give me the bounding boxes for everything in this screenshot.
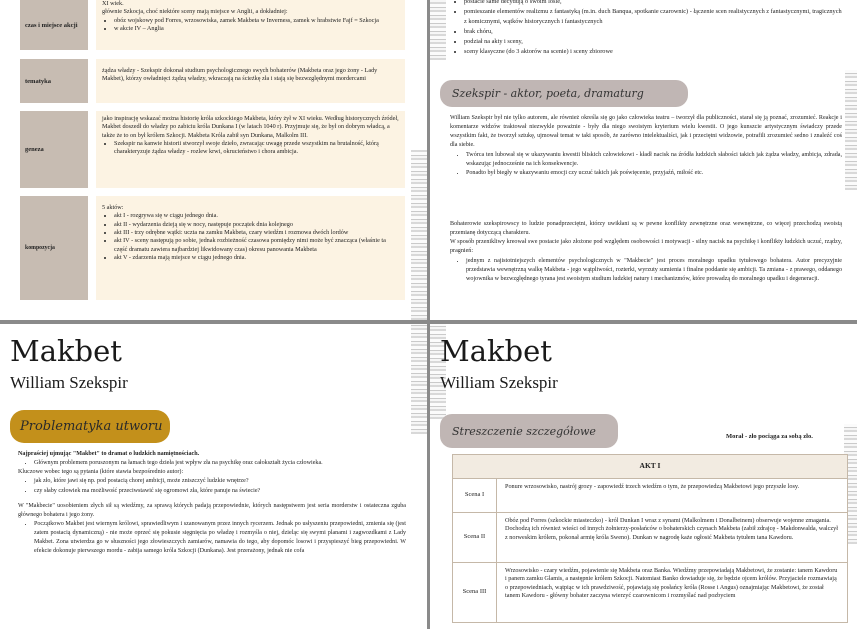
row-intro: żądza władzy - Szekspir dokonał studium psychologicznego swych bohaterów (Makbeta oraz jego żony - Lady Makbet), którzy owładnięci żądzą władzy, wkraczają na ścieżkę zła i stają się bezwzględnymi mordercami	[102, 67, 378, 83]
author: William Szekspir	[10, 373, 128, 392]
page-3	[0, 324, 427, 629]
list-item: • brak chóru,	[464, 27, 845, 37]
section-title: Szekspir - aktor, poeta, dramaturg	[440, 80, 688, 107]
table-row	[453, 563, 848, 623]
list-item: • Ponadto był biegły w ukazywaniu emocji czy uczuć takich jak poświęcenie, przyjaźń, miłość etc.	[466, 169, 842, 178]
newsprint-decoration	[430, 0, 446, 60]
table-row	[453, 479, 848, 513]
row-header: kompozycja	[20, 196, 88, 300]
table-row	[20, 196, 405, 300]
scene-label: Scena I	[453, 479, 497, 513]
paragraph-text: W sposób przenikliwy kreował swe postacie jako złożone pod względem osobowości i motywacji - silny nacisk na psychikę i konflikty ludzkich uczuć, rządzy, pragnień:	[450, 239, 842, 255]
list-item: • akt II - wydarzenia dzieją się w nocy, następuje początek dnia kolejnego	[114, 221, 399, 229]
list-item: • akt V - zdarzenia mają miejsce w ciągu jednego dnia.	[114, 254, 399, 262]
paragraph-text: William Szekspir był nie tylko autorem, ale również określa się go jako człowieka teatru – tworzył dla publiczności, starał się ją poznać, zrozumieć. Reakcje i komentarze widzów traktował niezwykle poważnie - były dla niego swoistym kryterium wielu kwestii. O jego kunszcie artystycznym świadczy przede wszystkim fakt, że tworzył sztukę, ujmował temat w taki sposób, że zarówno intelektualiści, jak i przeciętni widzowie, potrafili zrozumieć sedno i znaleźć coś dla siebie.	[450, 115, 842, 149]
list-item: • jak zło, które jawi się np. pod postacią chorej ambicji, może zniszczyć ludzkie wnętrze?	[34, 477, 406, 486]
table-row	[453, 513, 848, 563]
row-header: czas i miejsce akcji	[20, 0, 88, 50]
features-list	[450, 0, 845, 57]
act-header: AKT I	[453, 455, 848, 479]
row-header: geneza	[20, 111, 88, 188]
list-item: • Głównym problemem poruszonym na łamach tego dzieła jest wpływ zła na psychikę oraz całokształt życia człowieka.	[34, 459, 406, 468]
section-title: Streszczenie szczegółowe	[440, 414, 618, 448]
moral-text: Morał - zło pociąga za sobą zło.	[726, 433, 813, 440]
paragraph	[450, 114, 842, 178]
paragraph-text: Kluczowe wobec tego są pytania (które stawia bezpośrednio autor):	[18, 469, 184, 476]
list-item: • w akcie IV – Anglia	[114, 25, 399, 33]
list-item: • obóz wojskowy pod Forres, wrzosowiska, zamek Makbeta w Inverness, zamek w hrabstwie Fajf = Szkocja	[114, 17, 399, 25]
author: William Szekspir	[440, 373, 558, 392]
newsprint-decoration	[411, 150, 427, 320]
page-2	[430, 0, 857, 320]
scene-text: Obóz pod Forres (szkockie miasteczko) - król Dunkan I wraz z synami (Malkolmem i Donalbeinem) obserwuje wojenne zmagania. Dochodzą ich również wieści od innych żołnierzy-posłańców o bohaterskich czynach Makbeta (zabił zdrajcę - Makdonwalda, walczył z norweskim królem, pokonał armię króla Sweno). Dunkan w nagrodę każe ogłosić Makbeta tytułem tana Kawdoru.	[497, 513, 848, 563]
table-row	[20, 0, 405, 50]
list-item: • sceny klasyczne (do 3 aktorów na scenie) i sceny zbiorowe	[464, 47, 845, 57]
newsprint-decoration	[411, 324, 427, 434]
page-title: Makbet	[10, 334, 122, 368]
scene-label: Scena III	[453, 563, 497, 623]
row-content	[96, 0, 405, 50]
paragraph-text: Bohaterowie szekspirowscy to ludzie ponadprzeciętni, którzy uwikłani są w pewne konflikty zewnętrzne oraz wewnętrzne, co więcej przechodzą swoistą przemianę dotyczącą charakteru.	[450, 221, 842, 237]
row-intro: 5 aktów:	[102, 204, 124, 211]
list-item: • akt I - rozgrywa się w ciągu jednego dnia.	[114, 212, 399, 220]
list-item: • Początkowo Makbet jest wiernym królowi, sprawiedliwym i szanowanym przez innych rycerzem. Jednak po usłyszeniu przepowiedni, zmienia się (jest zatem postacią dynamiczną) - nie może oprzeć się pokusie sięgnięcia po władzę i rozmyśla o niej, dzieląc się swymi planami i zagwozdkami z Lady Makbet. Zona utwierdza go w słuszności jego złowieszczych zamiarów, namawia do tego, aby dopomóc losowi i przyspieszyć bieg przepowiedni. W efekcie dokonuje pierwszego mordu - zabija samego króla Szkocji (Dunkana). Jest przerażony, jednak nie cofa	[34, 520, 406, 557]
row-header: tematyka	[20, 59, 88, 103]
paragraph-text: Najpraściej ujmując "Makbet" to dramat o ludzkich namiętnościach.	[18, 451, 200, 457]
list-item: • Szekspir na kanwie historii stworzył swoje dzieło, zwracając uwagę przede wszystkim na brutalność, którą charakteryzuje żądza władzy - rozlew krwi, okrucieństwo i chora ambicja.	[114, 140, 399, 157]
table-row	[20, 111, 405, 188]
list-item: • postacie same decydują o swoim losie,	[464, 0, 845, 7]
list-item: • jednym z najistotniejszych elementów psychologicznych w "Makbecie" jest proces moralnego upadku tytułowego bohatera. Autor precyzyjnie przedstawia wewnętrzną walkę Makbeta - jego wątpliwości, rozterki, wyrzuty sumienia i finalne poddanie się ambicji. Ta zmiana - z prawego, oddanego wojownika w bezwzględnego tyrana jest swoistym studium ludzkiej natury i mechanizmów, które prowadzą do moralnego upadku i degeneracji.	[466, 257, 842, 284]
page-title: Makbet	[440, 334, 552, 368]
page-4	[430, 324, 857, 629]
page-1	[0, 0, 427, 320]
row-content	[96, 196, 405, 300]
row-intro-top: XI wiek.	[102, 0, 124, 7]
summary-table	[452, 454, 848, 623]
row-content	[96, 111, 405, 188]
scene-label: Scena II	[453, 513, 497, 563]
scene-text: Wrzosowisko - czary wiedźm, pojawienie się Makbeta oraz Banka. Wiedźmy przepowiadają Makbetowi, że zostanie: tanem Kawdoru i panem zamku Glamis, a następnie królem Szkocji. Natomiast Banko dowiaduje się, że będzie ojcem królów. Przyjaciele rozmawiają o przepowiedniach, wątpiąc w ich prawdziwość, pojawiają się posłańcy króla (Rosse i Angus) oznajmiając Makbetowi, że został tanem Kawdoru - główny bohater zaczyna wierzyć czarownicom i rozmyślać nad pozbyciem	[497, 563, 848, 623]
table-row	[20, 59, 405, 103]
section-title: Problematyka utworu	[10, 410, 170, 443]
list-item: • czy słaby człowiek ma możliwość przeciwstawić się ogromowi zła, które panuje na świecie?	[34, 487, 406, 496]
scene-text: Ponure wrzosowisko, nastrój grozy - zapowiedź trzech wiedźm o tym, że przepowiedzą Makbetowi jego przyszłe losy.	[497, 479, 848, 513]
paragraph-text: W "Makbecie" uosobieniem złych sił są wiedźmy, za sprawą których padają przepowiednie, których następstwem jest seria morderstw i ostateczna zguba głównego bohatera i jego żony.	[18, 502, 406, 518]
paragraph	[450, 220, 842, 284]
list-item: • Twórca ten lubował się w ukazywaniu kwestii bliskich człowiekowi - kładł nacisk na źródła ludzkich słabości takich jak żądza władzy, ambicja, zdrada, wskazując jednocześnie na ich konsekwencje.	[466, 151, 842, 169]
list-item: • akt IV - sceny następują po sobie, jednak rozbieżność czasowa pomiędzy nimi może być znacząca (właśnie ta część dramatu zawiera najbardziej likwidowany czas) okresu panowania Makbeta	[114, 237, 399, 254]
row-intro: głównie Szkocja, choć niektóre sceny mają miejsce w Anglii, a dokładniej:	[102, 8, 288, 16]
list-item: • pomieszanie elementów realizmu z fantastyką (m.in. duch Banqua, spotkanie czarownic) - łączenie scen realistycznych z fantastycznymi, tragicznych z komicznymi, wątków historycznych i fantastycznych	[464, 7, 845, 27]
row-content	[96, 59, 405, 103]
paragraph	[18, 450, 406, 557]
list-item: • akt III - trzy odrębne wątki: uczta na zamku Makbeta, czary wiedźm i rozmowa dwóch lordów	[114, 229, 399, 237]
newsprint-decoration	[845, 70, 857, 190]
row-intro: jako inspirację wskazać można historię króla szkockiego Makbeta, który żył w XI wieku. Według historycznych źródeł, Makbet doszedł do władzy po zabiciu króla Dunkana I (w latach 1040 r). Przyjmuje się, że był on dobrym władcą, a także że to on był królem Szkocji. Makbeta Króla zabił syn Dunkana, Malkolm III.	[102, 115, 399, 139]
list-item: • podział na akty i sceny,	[464, 37, 845, 47]
